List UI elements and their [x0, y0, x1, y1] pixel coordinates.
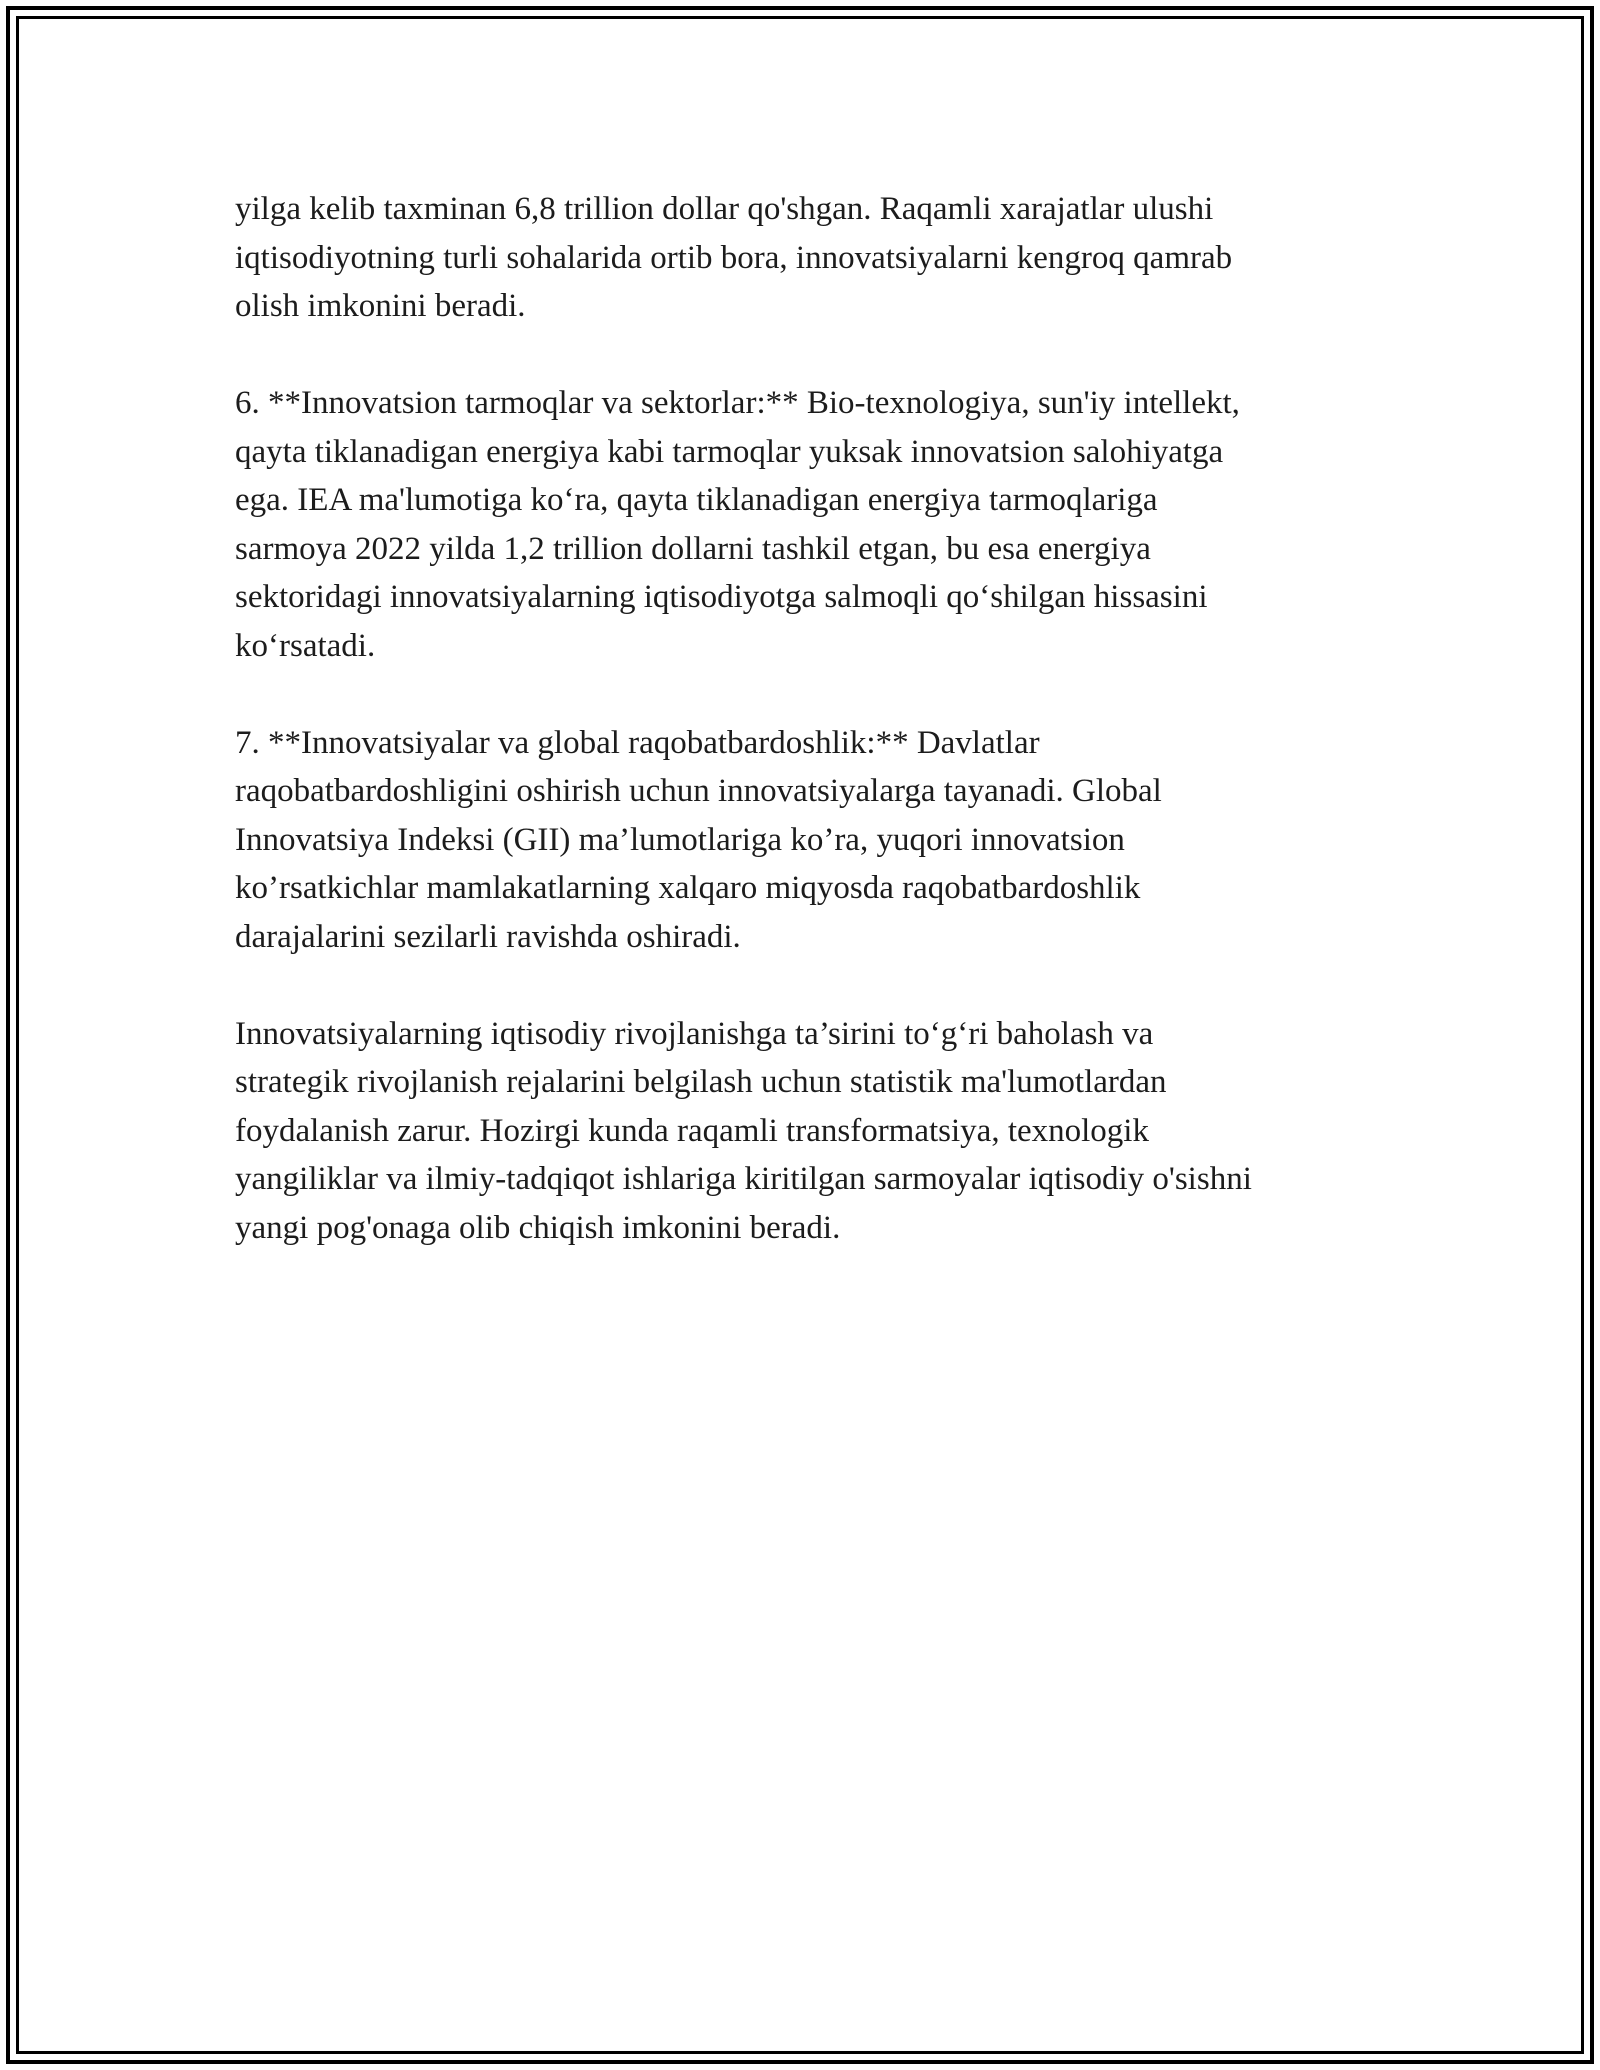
paragraph-continuation — [235, 185, 1385, 331]
text-line: ko‘rsatadi. — [235, 627, 376, 664]
text-line: Innovatsiya Indeksi (GII) ma’lumotlariga ko’ra, yuqori innovatsion — [235, 821, 1125, 858]
text-line: raqobatbardoshligini oshirish uchun innovatsiyalarga tayanadi. Global — [235, 773, 1162, 809]
text-line: qayta tiklanadigan energiya kabi tarmoqlar yuksak innovatsion salohiyatga — [235, 433, 1224, 470]
text-line: yangiliklar va ilmiy-tadqiqot ishlariga kiritilgan sarmoyalar iqtisodiy o'sishni — [235, 1161, 1252, 1197]
text-line: sektoridagi innovatsiyalarning iqtisodiyotga salmoqli qo‘shilgan hissasini — [235, 579, 1208, 615]
text-line: strategik rivojlanish rejalarini belgilash uchun statistik ma'lumotlardan — [235, 1064, 1167, 1100]
text-line: Innovatsiyalarning iqtisodiy rivojlanishga ta’sirini to‘g‘ri baholash va — [235, 1015, 1154, 1052]
paragraph-item-6 — [235, 379, 1385, 670]
text-line: ko’rsatkichlar mamlakatlarning xalqaro miqyosda raqobatbardoshlik — [235, 870, 1141, 906]
text-line: darajalarini sezilarli ravishda oshiradi. — [235, 918, 741, 955]
document-body — [235, 185, 1385, 1301]
paragraph-conclusion — [235, 1010, 1385, 1253]
text-line: foydalanish zarur. Hozirgi kunda raqamli transformatsiya, texnologik — [235, 1112, 1149, 1149]
text-line: 7. **Innovatsiyalar va global raqobatbardoshlik:** Davlatlar — [235, 724, 1040, 761]
paragraph-item-7 — [235, 719, 1385, 962]
text-line: ega. IEA ma'lumotiga ko‘ra, qayta tiklanadigan energiya tarmoqlariga — [235, 482, 1158, 518]
text-line: 6. **Innovatsion tarmoqlar va sektorlar:** Bio-texnologiya, sun'iy intellekt, — [235, 385, 1240, 421]
text-line: sarmoya 2022 yilda 1,2 trillion dollarni tashkil etgan, bu esa energiya — [235, 530, 1151, 567]
text-line: iqtisodiyotning turli sohalarida ortib bora, innovatsiyalarni kengroq qamrab — [235, 239, 1233, 276]
text-line: olish imkonini beradi. — [235, 288, 526, 324]
text-line: yilga kelib taxminan 6,8 trillion dollar qo'shgan. Raqamli xarajatlar ulushi — [235, 191, 1214, 227]
text-line: yangi pog'onaga olib chiqish imkonini beradi. — [235, 1209, 841, 1246]
